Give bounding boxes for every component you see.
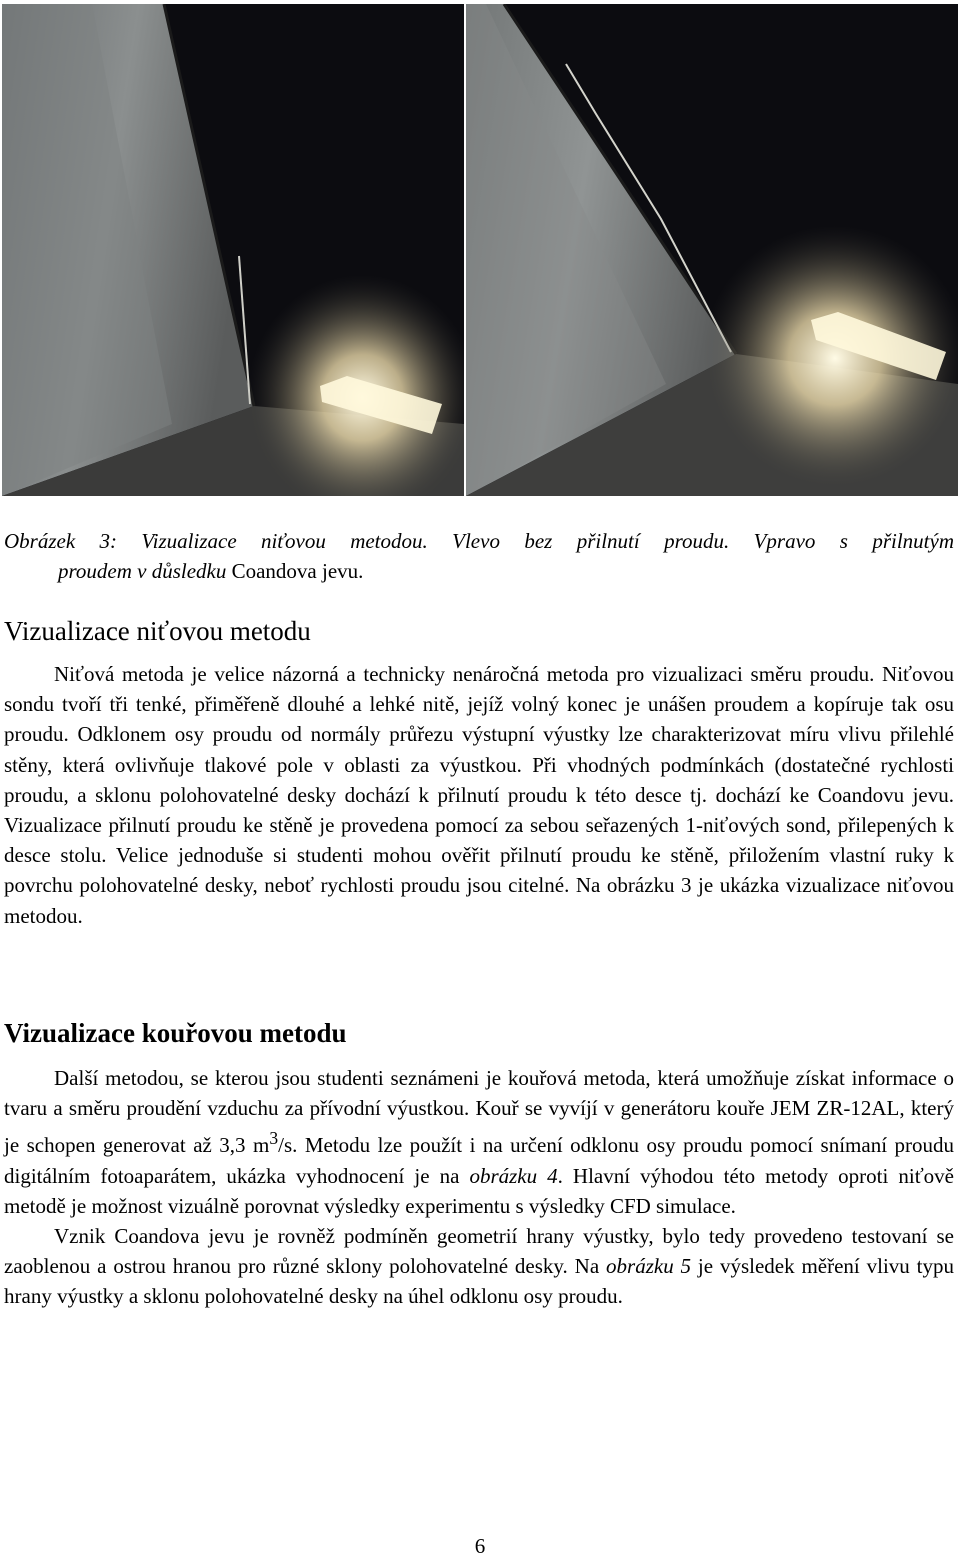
photo-without-attached-jet bbox=[2, 4, 464, 496]
figure-reference: obrázku 5 bbox=[606, 1254, 692, 1279]
caption-line-1: Obrázek 3: Vizualizace niťovou metodou. Vlevo bez přilnutí proudu. Vpravo s přilnutým bbox=[4, 529, 954, 553]
section-heading-smoke-method: Vizualizace kouřovou metodu bbox=[4, 1018, 347, 1048]
section-2-body bbox=[4, 1063, 954, 1312]
photo-with-attached-jet bbox=[466, 4, 958, 496]
page-number: 6 bbox=[474, 1534, 486, 1558]
figure-reference: obrázku 4 bbox=[469, 1163, 558, 1188]
figure-3 bbox=[0, 4, 960, 496]
section-heading-thread-method: Vizualizace niťovou metodu bbox=[4, 616, 311, 646]
paragraph: Niťová metoda je velice názorná a technicky nenáročná metoda pro vizualizaci směru proudu. Niťovou sondu tvoří tři tenké, přiměřeně dlouhé a lehké nitě, jejíž volný konec je unášen proudem a kopíruje tak osu proudu. Odklonem osy proudu od normály průřezu výstupní výustky lze charakterizovat míru vlivu přilehlé stěny, která ovlivňuje tlakové pole v oblasti za výustkou. Při vhodných podmínkách (dostatečné rychlosti proudu, a sklonu polohovatelné desky dochází k přilnutí proudu k této desce tj. dochází ke Coandovu jevu. Vizualizace přilnutí proudu ke stěně je provedena pomocí za sebou seřazených 1-niťových sond, přilepených k desce stolu. Velice jednoduše si studenti mohou ověřit přilnutí proudu ke stěně, přiložením vlastní ruky k povrchu polohovatelné desky, neboť rychlosti proudu jsou citelné. Na obrázku 3 je ukázka vizualizace niťovou metodou. bbox=[4, 662, 954, 928]
section-1-body bbox=[4, 659, 954, 931]
figure-caption bbox=[4, 526, 954, 586]
paragraph: Další metodou, se kterou jsou studenti seznámeni je kouřová metoda, která umožňuje získat informace o tvaru a směru proudění vzduchu za přívodní výustkou. Kouř se vyvíjí v generátoru kouře JEM ZR-12AL, který je schopen generovat až 3,3 $m^3/s$. Metodu lze použít i na určení odklonu osy proudu pomocí snímaní proudu digitálním fotoaparátem, ukázka vyhodnocení je na obrázku 4. Hlavní výhodou této metody oproti niťově metodě je možnost vizuálně porovnat výsledky experimentu s výsledky CFD simulace. bbox=[4, 1066, 955, 1218]
paragraph: Vznik Coandova jevu je rovněž podmíněn geometrií hrany výustky, bylo tedy provedeno testovaní se zaoblenou a ostrou hranou pro různé sklony polohovatelné desky. Na obrázku 5 je výsledek měření vlivu typu hrany výustky a sklonu polohovatelné desky na úhel odklonu osy proudu. bbox=[4, 1224, 954, 1309]
caption-line-2: proudem v důsledku Coandova jevu. bbox=[58, 559, 364, 583]
